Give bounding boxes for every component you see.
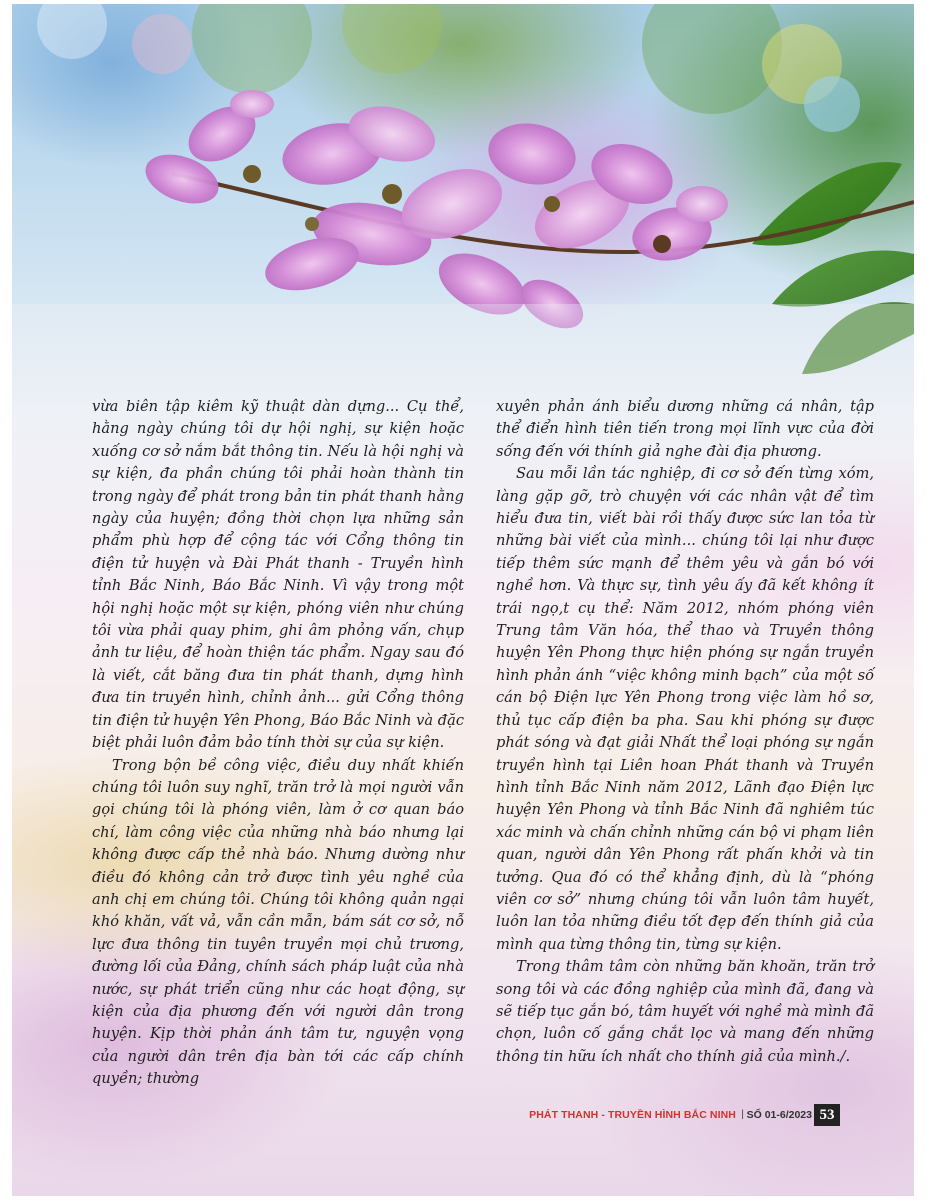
paragraph: Trong bộn bề công việc, điều duy nhất khiến chúng tôi luôn suy nghĩ, trăn trở là mọi người vẫn gọi chúng tôi là phóng viên, làm ở cơ quan báo chí, làm công việc của những nhà báo nhưng lại không được cấp thẻ nhà báo. Nhưng dường như điều đó không cản trở được tình yêu nghề của anh chị em chúng tôi. Chúng tôi không quản ngại khó khăn, vất vả, vẫn cần mẫn, bám sát cơ sở, nỗ lực đưa thông tin tuyên truyền mọi chủ trương, đường lối của Đảng, chính sách pháp luật của nhà nước, sự phát triển cũng như các hoạt động, sự kiện của địa phương đến với người dân trong huyện. Kịp thời phản ánh tâm tư, nguyện vọng của người dân trên địa bàn tới các cấp chính quyền; thường	[92, 756, 464, 1088]
paragraph: vừa biên tập kiêm kỹ thuật dàn dựng... Cụ thể, hằng ngày chúng tôi dự hội nghị, sự kiện hoặc xuống cơ sở nắm bắt thông tin. Nếu là hội nghị và sự kiện, đa phần chúng tôi phải hoàn thành tin trong ngày để phát trong bản tin phát thanh hằng ngày của huyện; đồng thời chọn lựa những sản phẩm phù hợp để cộng tác với Cổng thông tin điện tử huyện và Đài Phát thanh - Truyền hình tỉnh Bắc Ninh, Báo Bắc Ninh. Vì vậy trong một hội nghị hoặc một sự kiện, phóng viên như chúng tôi vừa phải quay phim, ghi âm phỏng vấn, chụp ảnh tư liệu, để hoàn thiện tác phẩm. Ngay sau đó là viết, cắt băng đưa tin phát thanh, dựng hình đưa tin truyền hình, chỉnh ảnh... gửi Cổng thông tin điện tử huyện Yên Phong, Báo Bắc Ninh và đặc biệt phải luôn đảm bảo tính thời sự của sự kiện.	[92, 398, 464, 752]
footer-separator: |	[741, 1108, 744, 1120]
crape-myrtle-flower-photo	[12, 4, 914, 384]
publication-name: PHÁT THANH - TRUYỀN HÌNH BẮC NINH	[529, 1109, 736, 1121]
page-number: 53	[814, 1104, 840, 1126]
article-right-column	[496, 396, 874, 1068]
page-footer	[12, 1104, 914, 1128]
magazine-page	[12, 4, 914, 1196]
paragraph: Sau mỗi lần tác nghiệp, đi cơ sở đến từng xóm, làng gặp gỡ, trò chuyện với các nhân vật để tìm hiểu đưa tin, viết bài rồi thấy được sức lan tỏa từ những bài viết của mình... chúng tôi lại như được tiếp thêm sức mạnh để thêm yêu và gắn bó với nghề hơn. Và thực sự, tình yêu ấy đã kết không ít trái ngọ,t cụ thể: Năm 2012, nhóm phóng viên Trung tâm Văn hóa, thể thao và Truyền thông huyện Yên Phong thực hiện phóng sự ngắn truyền hình phản ánh “việc không minh bạch” của một số cán bộ Điện lực Yên Phong trong việc làm hồ sơ, thủ tục cấp điện ba pha. Sau khi phóng sự được phát sóng và đạt giải Nhất thể loại phóng sự ngắn truyền hình tại Liên hoan Phát thanh và Truyền hình tỉnh Bắc Ninh năm 2012, Lãnh đạo Điện lực huyện Yên Phong và tỉnh Bắc Ninh đã nghiêm túc xác minh và chấn chỉnh những cán bộ vi phạm liên quan, người dân Yên Phong rất phấn khởi và tin tưởng. Qua đó có thể khẳng định, dù là “phóng viên cơ sở” nhưng chúng tôi vẫn luôn tâm huyết, luôn lan tỏa những điều tốt đẹp đến thính giả của mình qua từng thông tin, từng sự kiện.	[496, 465, 874, 953]
article-left-column	[92, 396, 464, 1091]
issue-number: SỐ 01-6/2023	[746, 1109, 812, 1121]
paragraph: Trong thâm tâm còn những băn khoăn, trăn trở song tôi và các đồng nghiệp của mình đã, đang và sẽ tiếp tục gắn bó, tâm huyết với nghề mà mình đã chọn, luôn cố gắng chắt lọc và mang đến những thông tin hữu ích nhất cho thính giả của mình./.	[496, 958, 874, 1065]
paragraph: xuyên phản ánh biểu dương những cá nhân, tập thể điển hình tiên tiến trong mọi lĩnh vực của đời sống đến với thính giả nghe đài địa phương.	[496, 398, 874, 460]
